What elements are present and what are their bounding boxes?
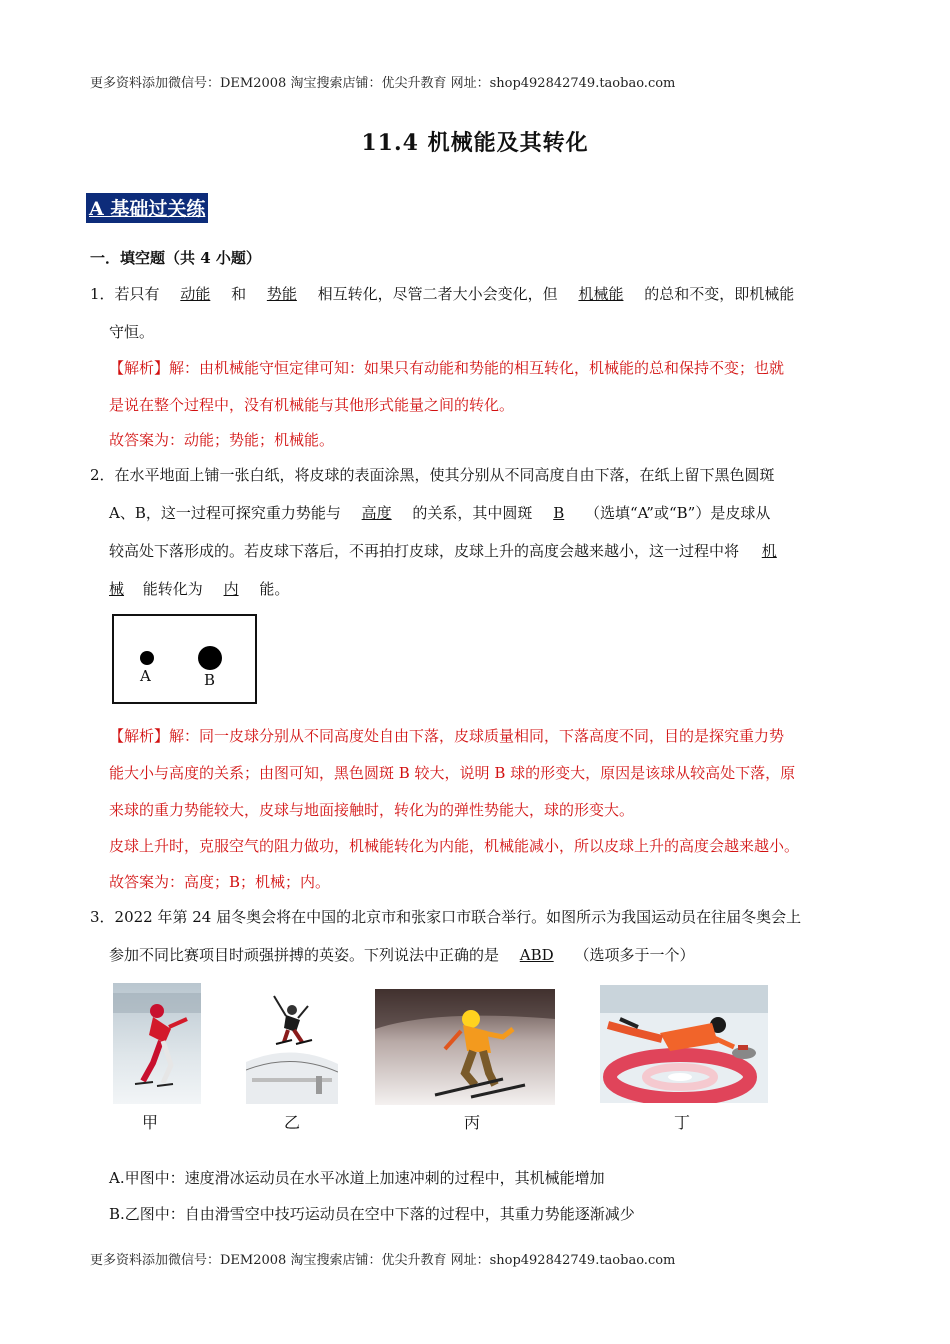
photo-downhill-skier [375,989,555,1105]
q1-answer: 故答案为：动能；势能；机械能。 [109,431,335,449]
spot-b-label: B [204,671,216,689]
q2-line4: 械 能转化为 内 能。 [109,580,290,598]
caption-jia: 甲 [142,1113,159,1132]
q2-analysis-3: 来球的重力势能较大，皮球与地面接触时，转化为的弹性势能大，球的形变大。 [109,801,635,819]
q3-option-b: B.乙图中：自由滑雪空中技巧运动员在空中下落的过程中，其重力势能逐渐减少 [109,1205,635,1223]
q1-line1: 1．若只有 动能 和 势能 相互转化，尽管二者大小会变化，但 机械能 的总和不变，即机械能 [90,285,795,303]
q2-line1: 2．在水平地面上铺一张白纸，将皮球的表面涂黑，使其分别从不同高度自由下落，在纸上留下黑色圆斑 [90,466,775,484]
q3-blank: ABD [519,946,554,964]
photo-aerial-skier [246,990,338,1104]
caption-ding: 丁 [674,1113,691,1132]
spot-a-label: A [140,667,151,685]
q1-blank-2: 势能 [266,285,297,303]
photo-speed-skater [113,983,201,1104]
page-footer: 更多资料添加微信号：DEM2008 淘宝搜索店铺：优尖升教育 网址：shop492842749.taobao.com [90,1253,676,1268]
q2-analysis-4: 皮球上升时，克服空气的阻力做功，机械能转化为内能，机械能减小，所以皮球上升的高度会越来越小。 [109,837,800,855]
q2-analysis-1: 【解析】解：同一皮球分别从不同高度处自由下落，皮球质量相同，下落高度不同，目的是探究重力势 [109,727,785,745]
q1-line2: 守恒。 [109,323,155,341]
q2-blank-1: 高度 [361,504,392,522]
q2-line3: 较高处下落形成的。若皮球下落后，不再拍打皮球，皮球上升的高度会越来越小，这一过程中将 机 [109,542,777,560]
q3-option-a: A.甲图中：速度滑冰运动员在水平冰道上加速冲刺的过程中，其机械能增加 [109,1169,605,1187]
section-banner: A 基础过关练 [86,193,208,223]
q1-analysis-1: 【解析】解：由机械能守恒定律可知：如果只有动能和势能的相互转化，机械能的总和保持不变；也就 [109,359,785,377]
q1-blank-1: 动能 [180,285,211,303]
q2-blank-3a: 机 [761,542,777,560]
q2-blank-4: 内 [223,580,239,598]
q3-line2: 参加不同比赛项目时顽强拼搏的英姿。下列说法中正确的是 ABD （选项多于一个） [109,946,695,964]
page-title: 11.4 机械能及其转化 [361,130,589,156]
spot-a [140,651,154,665]
q2-answer: 故答案为：高度；B；机械；内。 [109,873,331,891]
spot-b [198,646,222,670]
ball-spot-figure [112,614,257,704]
page-header: 更多资料添加微信号：DEM2008 淘宝搜索店铺：优尖升教育 网址：shop492842749.taobao.com [90,76,676,91]
q2-line2: A、B，这一过程可探究重力势能与 高度 的关系，其中圆斑 B （选填“A”或“B”）是皮球从 [109,504,771,522]
part-heading: 一．填空题（共 4 小题） [90,249,261,267]
q3-line1: 3．2022 年第 24 届冬奥会将在中国的北京市和张家口市联合举行。如图所示为我国运动员在往届冬奥会上 [90,908,802,926]
q2-blank-3b: 械 [109,580,125,598]
q2-analysis-2: 能大小与高度的关系；由图可知，黑色圆斑 B 较大，说明 B 球的形变大，原因是该球从较高处下落，原 [109,764,796,782]
q1-blank-3: 机械能 [578,285,624,303]
photo-curler [600,985,768,1103]
caption-bing: 丙 [464,1113,481,1132]
q1-analysis-2: 是说在整个过程中，没有机械能与其他形式能量之间的转化。 [109,396,515,414]
caption-yi: 乙 [284,1113,301,1132]
q2-blank-2: B [553,504,565,522]
